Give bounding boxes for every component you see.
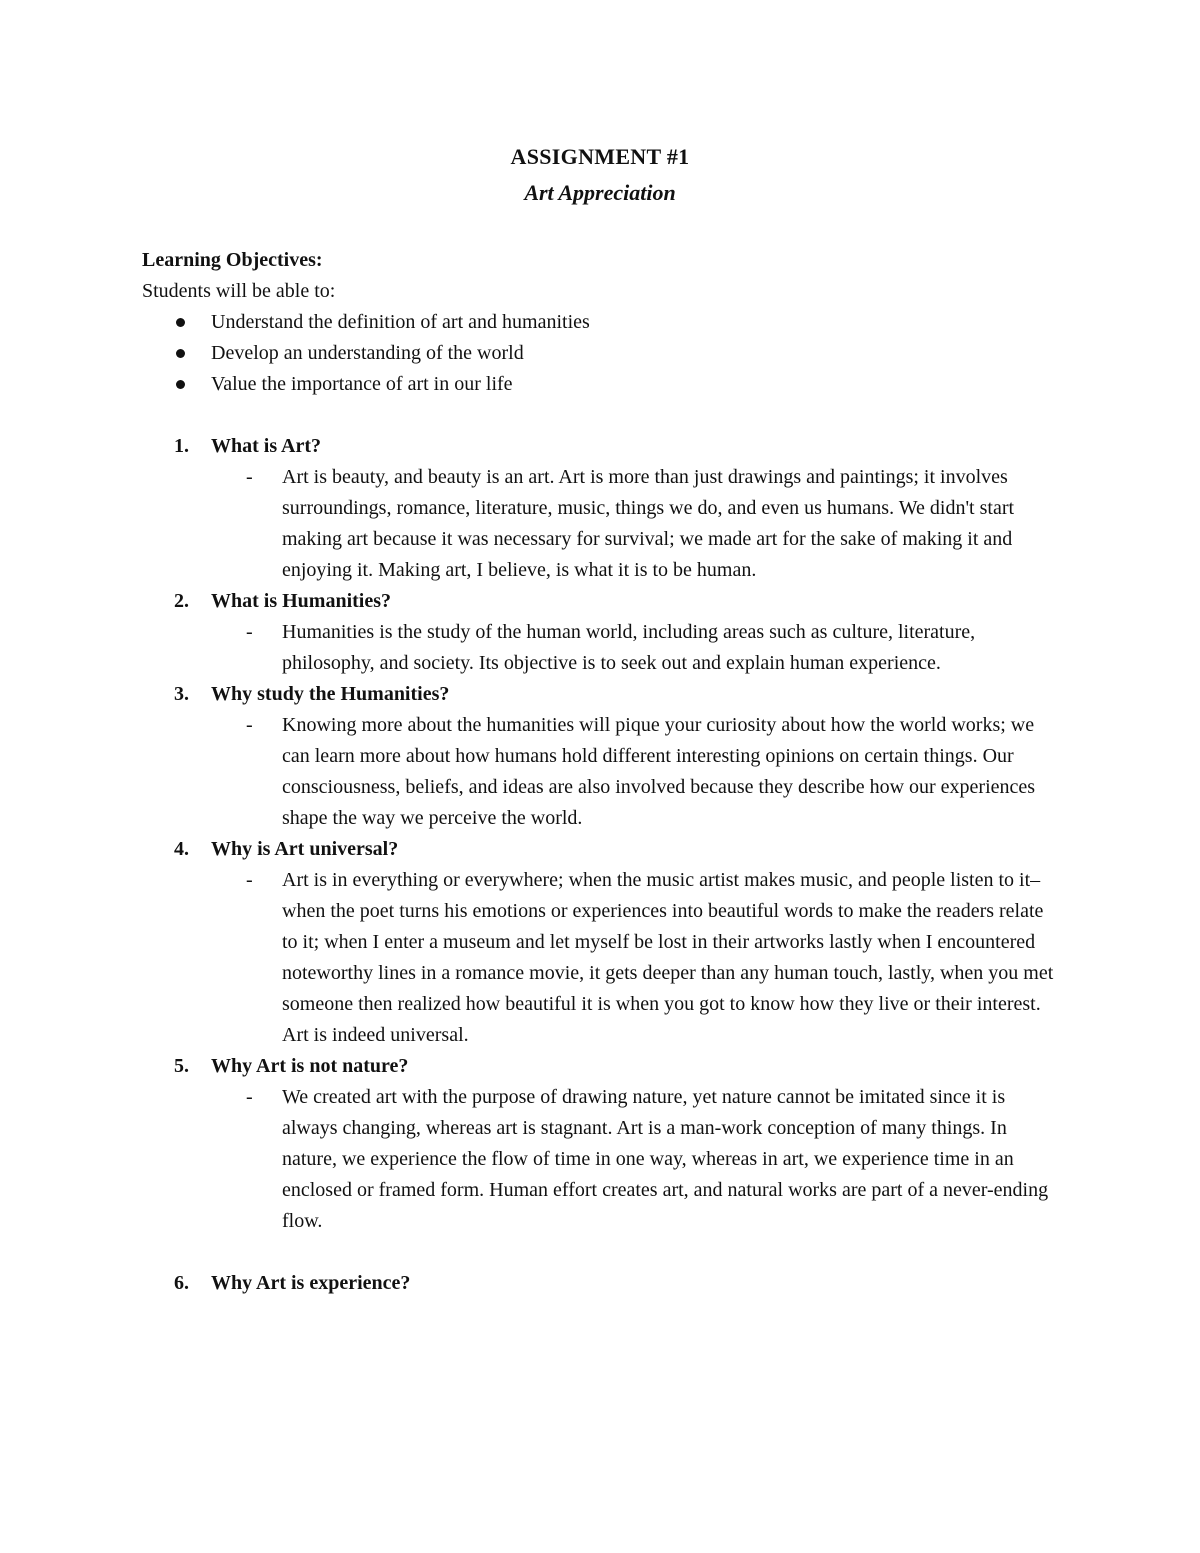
question-heading — [142, 586, 1072, 617]
answer-block — [142, 865, 1062, 1051]
question-number: 6. — [174, 1272, 189, 1294]
dash-marker: - — [246, 1086, 253, 1108]
question-text: What is Art? — [211, 435, 321, 457]
objective-text: Develop an understanding of the world — [211, 342, 524, 364]
question-item — [142, 1268, 1072, 1299]
question-item — [142, 679, 1072, 834]
question-heading — [142, 679, 1072, 710]
question-number: 5. — [174, 1055, 189, 1077]
answer-text: Knowing more about the humanities will pique your curiosity about how the world works; we can learn more about how humans hold different interesting opinions on certain things. Our consciousness, beliefs, and ideas are also involved because they describe how our experiences shape the way we perceive the world. — [282, 714, 1036, 829]
question-item — [142, 1051, 1072, 1237]
dash-marker: - — [246, 621, 253, 643]
objectives-heading: Learning Objectives: — [142, 249, 323, 271]
question-heading — [142, 1051, 1072, 1082]
question-item — [142, 431, 1072, 586]
question-text: Why Art is experience? — [211, 1272, 411, 1294]
document-body — [142, 245, 1072, 1299]
question-item — [142, 586, 1072, 679]
answer-block — [142, 617, 1062, 679]
question-heading — [142, 834, 1072, 865]
question-text: Why study the Humanities? — [211, 683, 450, 705]
bullet-icon — [176, 318, 185, 327]
objectives-intro: Students will be able to: — [142, 280, 336, 302]
question-heading — [142, 431, 1072, 462]
question-text: What is Humanities? — [211, 590, 392, 612]
objective-item — [142, 307, 1072, 338]
objective-text: Understand the definition of art and humanities — [211, 311, 590, 333]
dash-marker: - — [246, 869, 253, 891]
question-heading — [142, 1268, 1072, 1299]
objective-item — [142, 338, 1072, 369]
questions-list — [142, 431, 1072, 1299]
dash-marker: - — [246, 714, 253, 736]
objective-text: Value the importance of art in our life — [211, 373, 513, 395]
page-subtitle: Art Appreciation — [524, 180, 676, 205]
objectives-list — [142, 307, 1072, 400]
question-number: 2. — [174, 590, 189, 612]
spacer — [142, 400, 1072, 431]
question-number: 4. — [174, 838, 189, 860]
spacer — [142, 1237, 1072, 1268]
objective-item — [142, 369, 1072, 400]
question-item — [142, 834, 1072, 1051]
page-title: ASSIGNMENT #1 — [510, 144, 690, 169]
answer-block — [142, 1082, 1062, 1237]
answer-block — [142, 462, 1062, 586]
answer-text: Art is in everything or everywhere; when the music artist makes music, and people listen to it–when the poet turns his emotions or experiences into beautiful words to make the readers relate to it; when I enter a museum and let myself be lost in their artworks lastly when I encountered noteworthy lines in a romance movie, it gets deeper than any human touch, lastly, when you met someone then realized how beautiful it is when you got to know how they live or their interest. Art is indeed universal. — [282, 869, 1054, 1046]
question-number: 1. — [174, 435, 189, 457]
question-text: Why is Art universal? — [211, 838, 399, 860]
answer-block — [142, 710, 1062, 834]
bullet-icon — [176, 349, 185, 358]
answer-text: Art is beauty, and beauty is an art. Art is more than just drawings and paintings; it involves surroundings, romance, literature, music, things we do, and even us humans. We didn't start making art because it was necessary for survival; we made art for the sake of making it and enjoying it. Making art, I believe, is what it is to be human. — [282, 466, 1015, 581]
question-number: 3. — [174, 683, 189, 705]
question-text: Why Art is not nature? — [211, 1055, 409, 1077]
answer-text: We created art with the purpose of drawing nature, yet nature cannot be imitated since it is always changing, whereas art is stagnant. Art is a man-work conception of many things. In nature, we experience the flow of time in one way, whereas in art, we experience time in an enclosed or framed form. Human effort creates art, and natural works are part of a never-ending flow. — [282, 1086, 1049, 1232]
answer-text: Humanities is the study of the human world, including areas such as culture, literature, philosophy, and society. Its objective is to seek out and explain human experience. — [282, 621, 976, 674]
dash-marker: - — [246, 466, 253, 488]
bullet-icon — [176, 380, 185, 389]
